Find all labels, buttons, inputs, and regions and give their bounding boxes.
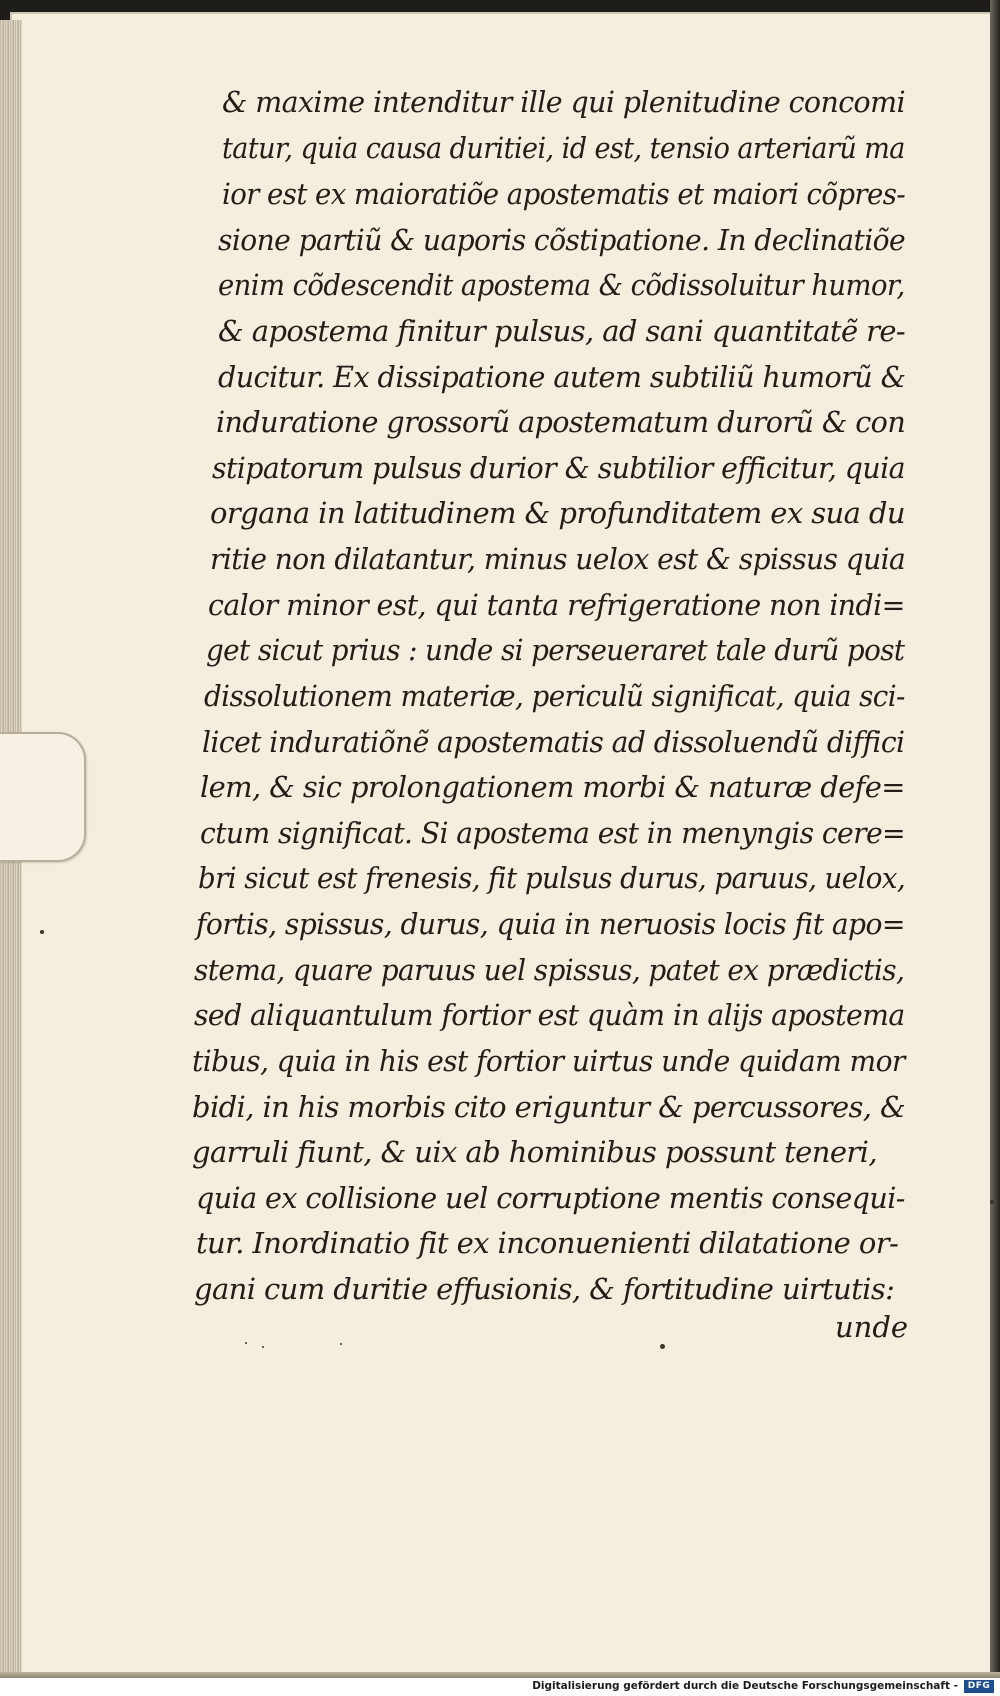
page-clip-tab bbox=[0, 732, 86, 862]
ink-speck bbox=[245, 1342, 247, 1344]
text-line: tatur, quia causa duritiei, id est, tensio arteriarũ ma bbox=[222, 131, 905, 165]
text-line: quia ex collisione uel corruptione mentis consequi- bbox=[196, 1181, 905, 1215]
text-line: stipatorum pulsus durior & subtilior efficitur, quia bbox=[212, 451, 905, 485]
ink-speck bbox=[40, 930, 44, 934]
text-line: stema, quare paruus uel spissus, patet ex prædictis, bbox=[194, 953, 905, 987]
text-line: licet induratiõnẽ apostematis ad dissoluendũ diffici bbox=[202, 725, 905, 759]
funding-credit: Digitalisierung gefördert durch die Deutsche Forschungsgemeinschaft - bbox=[532, 1680, 958, 1692]
text-line: induratione grossorũ apostematum durorũ & con bbox=[216, 405, 906, 439]
text-line: calor minor est, qui tanta refrigeratione non indi= bbox=[208, 588, 905, 622]
ink-speck bbox=[660, 1344, 665, 1349]
ink-speck bbox=[990, 1200, 994, 1204]
text-line: ducitur. Ex dissipatione autem subtiliũ humorũ & bbox=[218, 360, 906, 394]
text-line: fortis, spissus, durus, quia in neruosis locis fit apo= bbox=[196, 907, 905, 941]
text-line: gani cum duritie effusionis, & fortitudine uirtutis: bbox=[194, 1272, 895, 1306]
text-line: sione partiũ & uaporis cõstipatione. In declinatiõe bbox=[218, 223, 906, 257]
text-line: ctum significat. Si apostema est in menyngis cere= bbox=[200, 816, 906, 850]
text-line: get sicut prius : unde si perseueraret tale durũ post bbox=[206, 633, 905, 667]
text-line: & maxime intenditur ille qui plenitudine concomi bbox=[222, 85, 905, 119]
text-line: tur. Inordinatio fit ex inconuenienti dilatatione or- bbox=[196, 1226, 899, 1260]
catchword: unde bbox=[835, 1310, 909, 1344]
text-line: dissolutionem materiæ, periculũ significat, quia sci- bbox=[204, 679, 905, 713]
ink-speck bbox=[262, 1346, 264, 1348]
text-line: bri sicut est frenesis, fit pulsus durus, paruus, uelox, bbox=[198, 861, 906, 895]
text-line: sed aliquantulum fortior est quàm in alijs apostema bbox=[194, 998, 905, 1032]
text-line: enim cõdescendit apostema & cõdissoluitur humor, bbox=[218, 268, 905, 302]
text-line: ior est ex maioratiõe apostematis et maiori cõpres- bbox=[222, 177, 906, 211]
spine-edge bbox=[990, 0, 1000, 1680]
text-line: organa in latitudinem & profunditatem ex sua du bbox=[210, 496, 905, 530]
ink-speck bbox=[340, 1343, 342, 1345]
dfg-logo: DFG bbox=[964, 1680, 994, 1693]
text-line: ritie non dilatantur, minus uelox est & spissus quia bbox=[210, 542, 906, 576]
text-line: bidi, in his morbis cito eriguntur & percussores, & bbox=[192, 1090, 906, 1124]
text-line: tibus, quia in his est fortior uirtus unde quidam mor bbox=[192, 1044, 905, 1078]
text-line: lem, & sic prolongationem morbi & naturæ defe= bbox=[200, 770, 905, 804]
text-line: & apostema finitur pulsus, ad sani quantitatẽ re- bbox=[218, 314, 906, 348]
text-line: garruli fiunt, & uix ab hominibus possunt teneri, bbox=[192, 1135, 877, 1169]
